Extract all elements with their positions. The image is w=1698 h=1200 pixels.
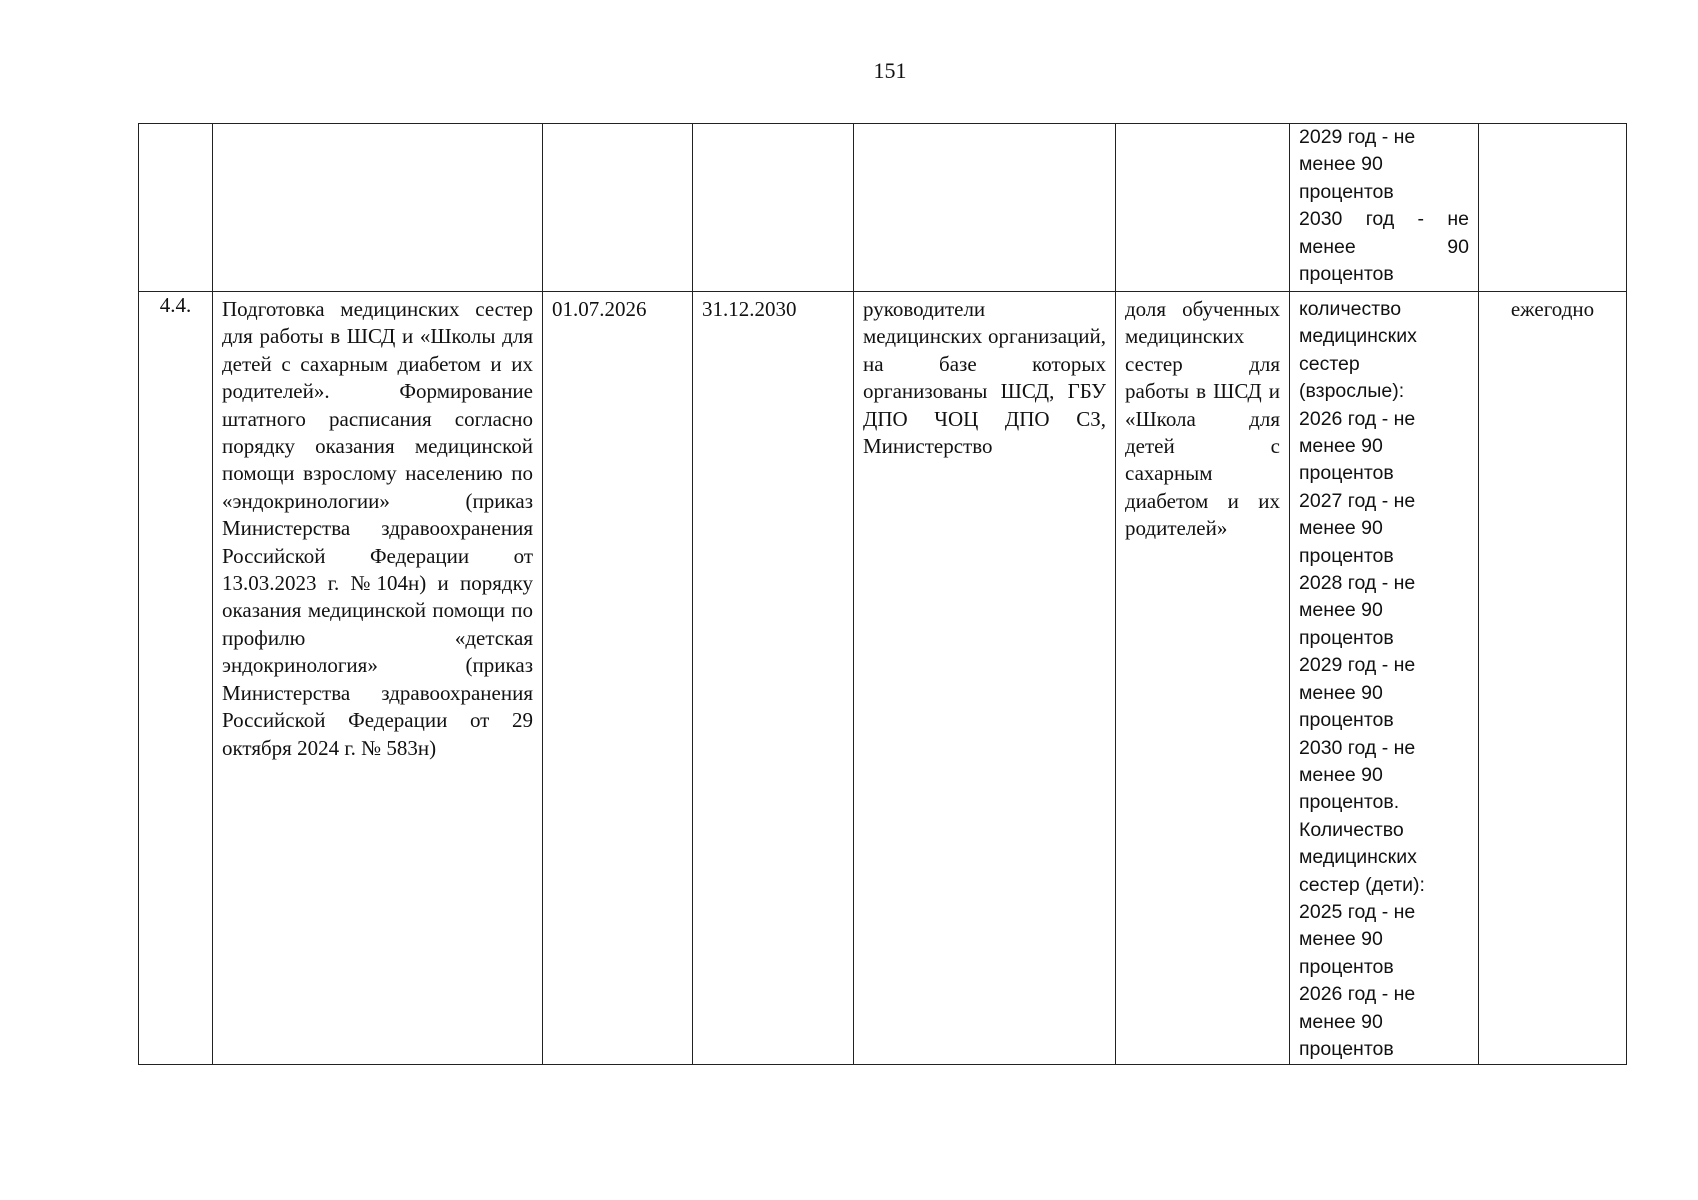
indicator-line: менее 90: [1299, 1010, 1383, 1033]
page-number: 151: [873, 58, 907, 83]
indicator-line: 2029 год - не: [1299, 126, 1416, 148]
indicator-line: процентов: [1299, 462, 1394, 485]
indicator-line: процентов: [1299, 709, 1394, 732]
indicator-line: процентов: [1299, 955, 1394, 978]
indicator-line: 2028 год - не: [1299, 572, 1416, 595]
cell-number: 4.4.: [139, 292, 213, 1065]
indicator-line: 2026 год - не: [1299, 983, 1416, 1006]
cell-start-date: [543, 124, 693, 292]
indicator-values-list: [1299, 296, 1469, 1063]
cell-responsible: руководители медицинских организаций, на базе которых организованы ШСД, ГБУ ДПО ЧОЦ ДПО СЗ, Министерство: [854, 292, 1116, 1065]
indicator-line: менее 90: [1299, 153, 1383, 176]
indicator-line: 2030 год - не: [1299, 736, 1416, 759]
cell-periodicity: ежегодно: [1479, 292, 1627, 1065]
indicator-line: 2025 год - не: [1299, 900, 1416, 923]
indicator-line: процентов: [1299, 626, 1394, 649]
indicator-line: процентов.: [1299, 791, 1400, 814]
indicator-line: медицинских: [1299, 325, 1417, 348]
indicator-line: менее 90: [1299, 235, 1469, 258]
indicator-line: 2029 год - не: [1299, 654, 1416, 677]
cell-end-date: 31.12.2030: [693, 292, 854, 1065]
table-row-4-4: [139, 292, 1627, 1065]
cell-responsible: [854, 124, 1116, 292]
indicator-line: процентов: [1299, 544, 1394, 567]
cell-indicator-name: [1116, 124, 1290, 292]
table-row-continued: [139, 124, 1627, 292]
cell-end-date: [693, 124, 854, 292]
indicator-line: менее 90: [1299, 681, 1383, 704]
indicator-line: медицинских: [1299, 846, 1417, 869]
indicator-line: менее 90: [1299, 599, 1383, 622]
cell-periodicity: [1479, 124, 1627, 292]
indicator-line: процентов: [1299, 180, 1394, 203]
indicator-line: процентов: [1299, 263, 1394, 286]
indicator-line: менее 90: [1299, 928, 1383, 951]
cell-description: [213, 124, 543, 292]
indicator-line: сестер (дети):: [1299, 873, 1425, 896]
cell-indicator-name: доля обученных медицинских сестер для работы в ШСД и «Школа для детей с сахарным диабетом и их родителей»: [1116, 292, 1290, 1065]
indicator-line: количество: [1299, 298, 1402, 320]
cell-start-date: 01.07.2026: [543, 292, 693, 1065]
indicator-line: Количество: [1299, 818, 1404, 841]
indicator-line: сестер: [1299, 352, 1360, 375]
cell-indicator-values: [1290, 124, 1479, 292]
indicator-line: 2027 год - не: [1299, 489, 1416, 512]
indicator-line: менее 90: [1299, 517, 1383, 540]
indicator-line: 2030 год - не: [1299, 208, 1469, 231]
cell-description: Подготовка медицинских сестер для работы в ШСД и «Школы для детей с сахарным диабетом и их родителей». Формирование штатного расписания согласно порядку оказания медицинской помощи взрослому населению по «эндокринологии» (приказ Министерства здравоохранения Российской Федерации от 13.03.2023 г. №104н) и порядку оказания медицинской помощи по профилю «детская эндокринология» (приказ Министерства здравоохранения Российской Федерации от 29 октября 2024 г. № 583н): [213, 292, 543, 1065]
measures-table: [138, 123, 1627, 1065]
cell-indicator-values: [1290, 292, 1479, 1065]
indicator-line: (взрослые):: [1299, 380, 1405, 403]
indicator-line: процентов: [1299, 1037, 1394, 1060]
indicator-line: менее 90: [1299, 763, 1383, 786]
indicator-line: 2026 год - не: [1299, 407, 1416, 430]
cell-number: [139, 124, 213, 292]
indicator-line: менее 90: [1299, 435, 1383, 458]
